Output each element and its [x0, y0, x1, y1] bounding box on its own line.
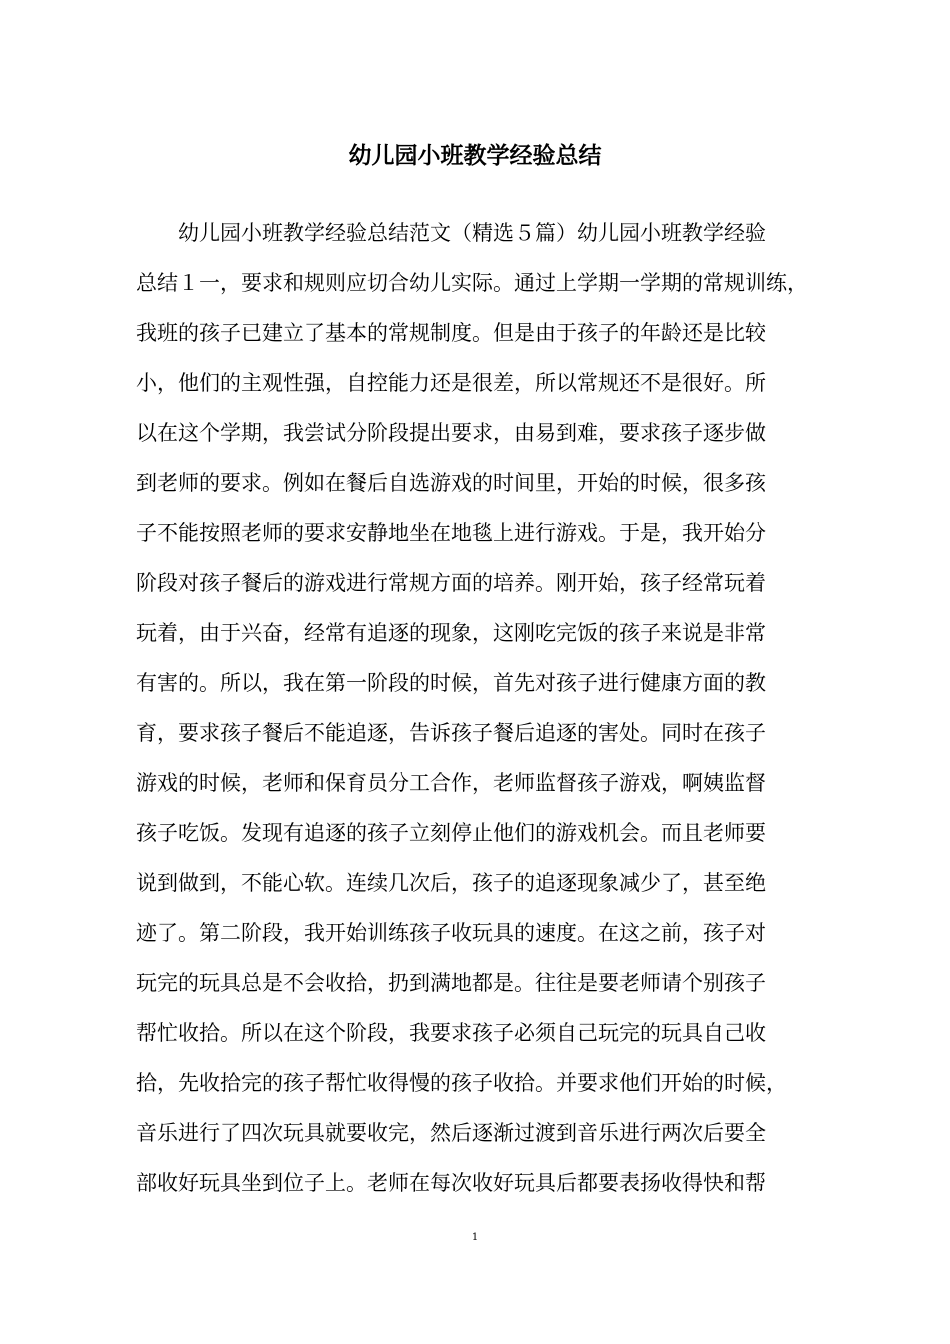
- page-title: 幼儿园小班教学经验总结: [348, 143, 602, 169]
- text-line: 以在这个学期，我尝试分阶段提出要求，由易到难，要求孩子逐步做: [136, 421, 766, 445]
- text-line: 游戏的时候，老师和保育员分工合作，老师监督孩子游戏，啊姨监督: [136, 771, 766, 795]
- text-line: 帮忙收拾。所以在这个阶段，我要求孩子必须自己玩完的玩具自己收: [136, 1021, 766, 1045]
- text-line: 有害的。所以，我在第一阶段的时候，首先对孩子进行健康方面的教: [136, 671, 766, 695]
- text-line: 玩着，由于兴奋，经常有追逐的现象，这刚吃完饭的孩子来说是非常: [136, 621, 766, 645]
- text-line: 幼儿园小班教学经验总结范文（精选５篇）幼儿园小班教学经验: [178, 221, 766, 245]
- text-line: 音乐进行了四次玩具就要收完，然后逐渐过渡到音乐进行两次后要全: [136, 1121, 766, 1145]
- text-line: 孩子吃饭。发现有追逐的孩子立刻停止他们的游戏机会。而且老师要: [136, 821, 766, 845]
- text-line: 拾，先收拾完的孩子帮忙收得慢的孩子收拾。并要求他们开始的时候，: [136, 1071, 787, 1095]
- text-line: 总结１一，要求和规则应切合幼儿实际。通过上学期一学期的常规训练，: [136, 271, 808, 295]
- text-line: 到老师的要求。例如在餐后自选游戏的时间里，开始的时候，很多孩: [136, 471, 766, 495]
- page-number: 1: [471, 1232, 479, 1243]
- text-line: 子不能按照老师的要求安静地坐在地毯上进行游戏。于是，我开始分: [136, 521, 766, 545]
- text-line: 育，要求孩子餐后不能追逐，告诉孩子餐后追逐的害处。同时在孩子: [136, 721, 766, 745]
- text-line: 玩完的玩具总是不会收拾，扔到满地都是。往往是要老师请个别孩子: [136, 971, 766, 995]
- text-line: 迹了。第二阶段，我开始训练孩子收玩具的速度。在这之前，孩子对: [136, 921, 766, 945]
- text-line: 小，他们的主观性强，自控能力还是很差，所以常规还不是很好。所: [136, 371, 766, 395]
- text-line: 阶段对孩子餐后的游戏进行常规方面的培养。刚开始，孩子经常玩着: [136, 571, 766, 595]
- text-line: 部收好玩具坐到位子上。老师在每次收好玩具后都要表扬收得快和帮: [136, 1171, 766, 1195]
- text-line: 说到做到，不能心软。连续几次后，孩子的追逐现象减少了，甚至绝: [136, 871, 766, 895]
- text-line: 我班的孩子已建立了基本的常规制度。但是由于孩子的年龄还是比较: [136, 321, 766, 345]
